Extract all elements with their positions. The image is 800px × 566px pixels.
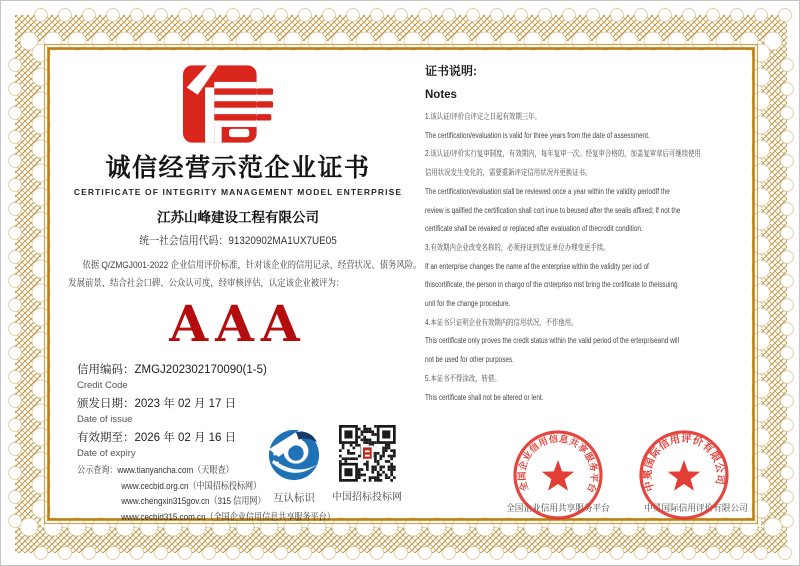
official-seal-right: [634, 425, 734, 525]
note-line: 4.本证书只证明企业有效期内的信用状况，不作他用。: [425, 317, 578, 327]
unified-social-credit-code: 统一社会信用代码：91320902MA1UX7UE05: [139, 235, 337, 247]
certificate-title-en: CERTIFICATE OF INTEGRITY MANAGEMENT MODEL ENTERPRISE: [73, 187, 403, 197]
query-link: www.cecbid.org.cn（中国招标投标网）: [121, 480, 262, 492]
official-seal-left: [508, 425, 608, 525]
credit-number-en: Credit Code: [77, 380, 128, 391]
date-of-expiry-en: Date of expiry: [77, 448, 136, 459]
statement-line: 发展前景、结合社会口碑、公众认可度，经审核评估，认定该企业被评为：: [68, 278, 345, 289]
certificate-notes: [425, 63, 770, 407]
company-name: 江苏山峰建设工程有限公司: [157, 210, 319, 225]
seal-issuer-label: 中冕国际信用评价有限公司: [644, 503, 748, 513]
note-line: thiscortificate, the person in chargo of the cnterpriso mst bring the cortificate to theissuing: [425, 280, 678, 290]
query-link: 公示查询：www.tianyancha.com（天眼查）: [77, 465, 234, 476]
mutual-recognition-icon: [267, 428, 321, 482]
qr-code: [339, 425, 396, 482]
query-link: www.chengxin315gov.cn（315 信用网）: [121, 496, 266, 507]
notes-heading: 证书说明:: [425, 64, 477, 78]
seal-ring-text: 全国企业信用信息共享服务平台: [516, 433, 600, 495]
note-line: 信用状况发生变化的，需要重新评定信用状况并更换证书。: [425, 168, 592, 178]
date-of-issue-en: Date of issue: [77, 414, 133, 425]
note-line: not be used for other purposes.: [425, 355, 514, 365]
notes-heading-en: Notes: [425, 89, 457, 101]
note-line: This certificate only proves the credit status within the valid period of the erterpriseand will: [425, 336, 679, 346]
seal-ring-text: 中冕国际信用评价有限公司: [642, 433, 726, 493]
note-line: If an enterprise changes the name af the enterprise within the validity per iod of: [425, 261, 649, 271]
query-link: www.cecbid315.com.cn（全国企业信用信息共享服务平台）: [121, 511, 335, 523]
mutual-recognition-label: 互认标识: [273, 492, 315, 504]
note-line: 2.该认证/评价实行复审制度，有效期内，每年复审一次。经复审合格的，加盖复审章后可继续使用: [425, 149, 701, 159]
detail-row: [77, 363, 407, 392]
detail-row: [77, 397, 407, 426]
note-line: unit for the change procedure.: [425, 299, 511, 309]
credit-number: 信用编码：ZMGJ202302170090(1-5): [77, 364, 267, 376]
note-line: This certificate shall not be altered or lent.: [425, 392, 544, 402]
evaluation-statement: [63, 257, 463, 293]
certificate-title: 诚信经营示范企业证书: [105, 154, 371, 182]
note-line: 5.本证书不得涂改，转借。: [425, 373, 501, 383]
date-of-issue: 颁发日期：2023 年 02 月 17 日: [77, 398, 237, 410]
seal-issuer-label: 全国企业信用共享服务平台: [506, 503, 610, 513]
date-of-expiry: 有效期至：2026 年 02 月 16 日: [77, 432, 237, 444]
note-line: 3.有效期内企业改变名称的，必须持证到发证单位办理变更手续。: [425, 242, 610, 252]
note-line: 1.该认证/评价自评定之日起有效期三年。: [425, 112, 541, 121]
credit-rating-aaa: AAA: [169, 294, 307, 353]
note-line: The certification/evaluation is valid for three years from the date of assessment.: [425, 130, 650, 140]
statement-line: 依据 Q/ZMGJ001-2022 企业信用评价标准，针对该企业的信用记录、经营状况、债务风险。: [82, 260, 422, 271]
note-line: certificate shall be revaked or replaced after evaluation of thecrodit condition.: [425, 224, 643, 234]
note-line: review is qalified the certification shall cort inue to beused after the sealis affixed; If not the: [425, 205, 681, 215]
xin-logo-icon: [183, 61, 275, 147]
qr-code-label: 中国招标投标网: [332, 492, 402, 503]
note-line: The certification/evaluation stall be reviewed once a year within the validity periodIf the: [425, 186, 670, 196]
